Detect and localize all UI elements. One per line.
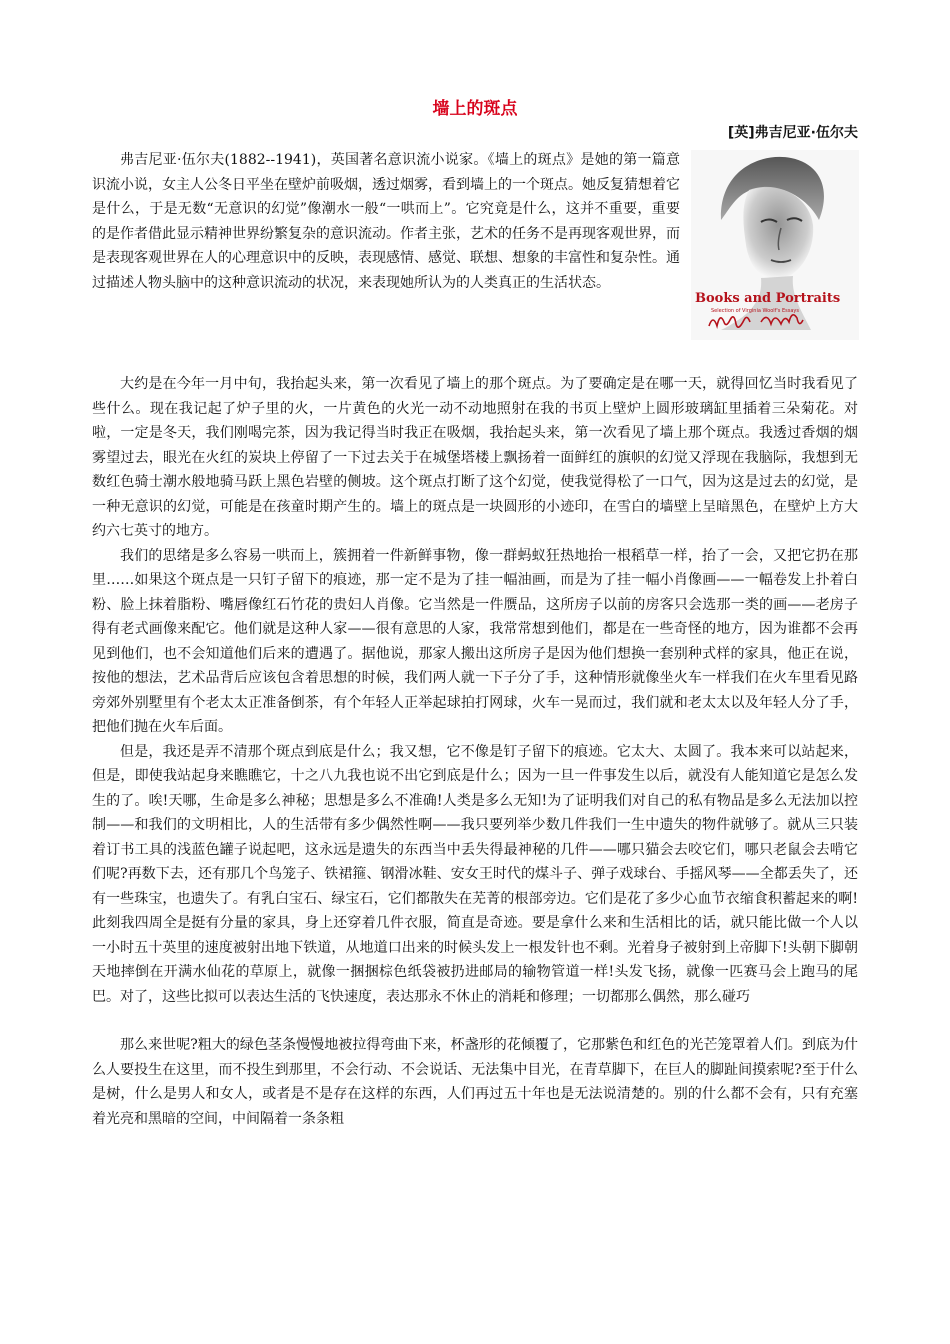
author-introduction — [92, 148, 680, 295]
body-paragraph-1: 大约是在今年一月中旬，我抬起头来，第一次看见了墙上的那个斑点。为了要确定是在哪一天，就得回忆当时我看见了些什么。现在我记起了炉子里的火，一片黄色的火光一动不动地照射在我的书页上壁炉上圆形玻璃缸里插着三朵菊花。对啦，一定是冬天，我们刚喝完茶，因为我记得当时我正在吸烟，我抬起头来，第一次看见了墙上那个斑点。我透过香烟的烟雾望过去，眼光在火红的炭块上停留了一下过去关于在城堡塔楼上飘扬着一面鲜红的旗帜的幻觉又浮现在我脑际，我想到无数红色骑士潮水般地骑马跃上黑色岩壁的侧坡。这个斑点打断了这个幻觉，使我觉得松了一口气，因为这是过去的幻觉，是一种无意识的幻觉，可能是在孩童时期产生的。墙上的斑点是一块圆形的小迹印，在雪白的墙壁上呈暗黑色，在壁炉上方大约六七英寸的地方。 — [92, 376, 858, 539]
body-paragraph-4: 那么来世呢?粗大的绿色茎条慢慢地被拉得弯曲下来，杯盏形的花倾覆了，它那紫色和红色的光芒笼罩着人们。到底为什么人要投生在这里，而不投生到那里，不会行动、不会说话、无法集中目光，在青草脚下，在巨人的脚趾间摸索呢?至于什么是树，什么是男人和女人，或者是不是存在这样的东西，人们再过五十年也是无法说清楚的。别的什么都不会有，只有充塞着光亮和黑暗的空间，中间隔着一条条粗 — [92, 1037, 858, 1127]
article-body — [92, 372, 858, 1131]
article-title: 墙上的斑点 — [432, 99, 518, 119]
intro-paragraph: 弗吉尼亚·伍尔夫(1882--1941)，英国著名意识流小说家。《墙上的斑点》是她的第一篇意识流小说，女主人公冬日平坐在壁炉前吸烟，透过烟雾，看到墙上的一个斑点。她反复猜想着它是什么，于是无数“无意识的幻觉”像潮水一般“一哄而上”。它究竟是什么，这并不重要，重要的是作者借此显示精神世界纷繁复杂的意识流动。作者主张，艺术的任务不是再现客观世界，而是表现客观世界在人的心理意识中的反映，表现感情、感觉、联想、想象的丰富性和复杂性。通过描述人物头脑中的这种意识流动的状况，来表现她所认为的人类真正的生活状态。 — [92, 152, 680, 291]
author-portrait-image — [691, 150, 859, 340]
portrait-illustration — [691, 150, 859, 340]
author-line: [英]弗吉尼亚·伍尔夫 — [727, 125, 858, 141]
portrait-book-title: Books and Portraits — [695, 291, 841, 306]
body-paragraph-2: 我们的思绪是多么容易一哄而上，簇拥着一件新鲜事物，像一群蚂蚁狂热地抬一根稻草一样，抬了一会，又把它扔在那里……如果这个斑点是一只钉子留下的痕迹，那一定不是为了挂一幅油画，而是为了挂一幅小肖像画——一幅卷发上扑着白粉、脸上抹着脂粉、嘴唇像红石竹花的贵妇人肖像。它当然是一件赝品，这所房子以前的房客只会选那一类的画——老房子得有老式画像来配它。他们就是这种人家——很有意思的人家，我常常想到他们，都是在一些奇怪的地方，因为谁都不会再见到他们，也不会知道他们后来的遭遇了。据他说，那家人搬出这所房子是因为他们想换一套别种式样的家具，他正在说，按他的想法，艺术品背后应该包含着思想的时候，我们两人就一下子分了手，这种情形就像坐火车一样我们在火车里看见路旁郊外别墅里有个老太太正准备倒茶，有个年轻人正举起球拍打网球，火车一晃而过，我们就和老太太以及年轻人分了手，把他们抛在火车后面。 — [92, 547, 858, 735]
portrait-book-subtitle: Selection of Virginia Woolf's Essays — [711, 308, 799, 314]
body-paragraph-3: 但是，我还是弄不清那个斑点到底是什么；我又想，它不像是钉子留下的痕迹。它太大、太圆了。我本来可以站起来，但是，即使我站起身来瞧瞧它，十之八九我也说不出它到底是什么；因为一旦一件事发生以后，就没有人能知道它是怎么发生的了。唉!天哪，生命是多么神秘；思想是多么不准确!人类是多么无知!为了证明我们对自己的私有物品是多么无法加以控制——和我们的文明相比，人的生活带有多少偶然性啊——我只要列举少数几件我们一生中遗失的物件就够了。就从三只装着订书工具的浅蓝色罐子说起吧，这永远是遗失的东西当中丢失得最神秘的几件——哪只猫会去咬它们，哪只老鼠会去啃它们呢?再数下去，还有那几个鸟笼子、铁裙箍、钢滑冰鞋、安女王时代的煤斗子、弹子戏球台、手摇风琴——全都丢失了，还有一些珠宝，也遗失了。有乳白宝石、绿宝石，它们都散失在芜菁的根部旁边。它们是花了多少心血节衣缩食积蓄起来的啊!此刻我四周全是挺有分量的家具，身上还穿着几件衣服，简直是奇迹。要是拿什么来和生活相比的话，就只能比做一个人以一小时五十英里的速度被射出地下铁道，从地道口出来的时候头发上一根发针也不剩。光着身子被射到上帝脚下!头朝下脚朝天地摔倒在开满水仙花的草原上，就像一捆捆棕色纸袋被扔进邮局的输物管道一样!头发飞扬，就像一匹赛马会上跑马的尾巴。对了，这些比拟可以表达生活的飞快速度，表达那永不休止的消耗和修理；一切都那么偶然，那么碰巧 — [92, 743, 858, 1005]
